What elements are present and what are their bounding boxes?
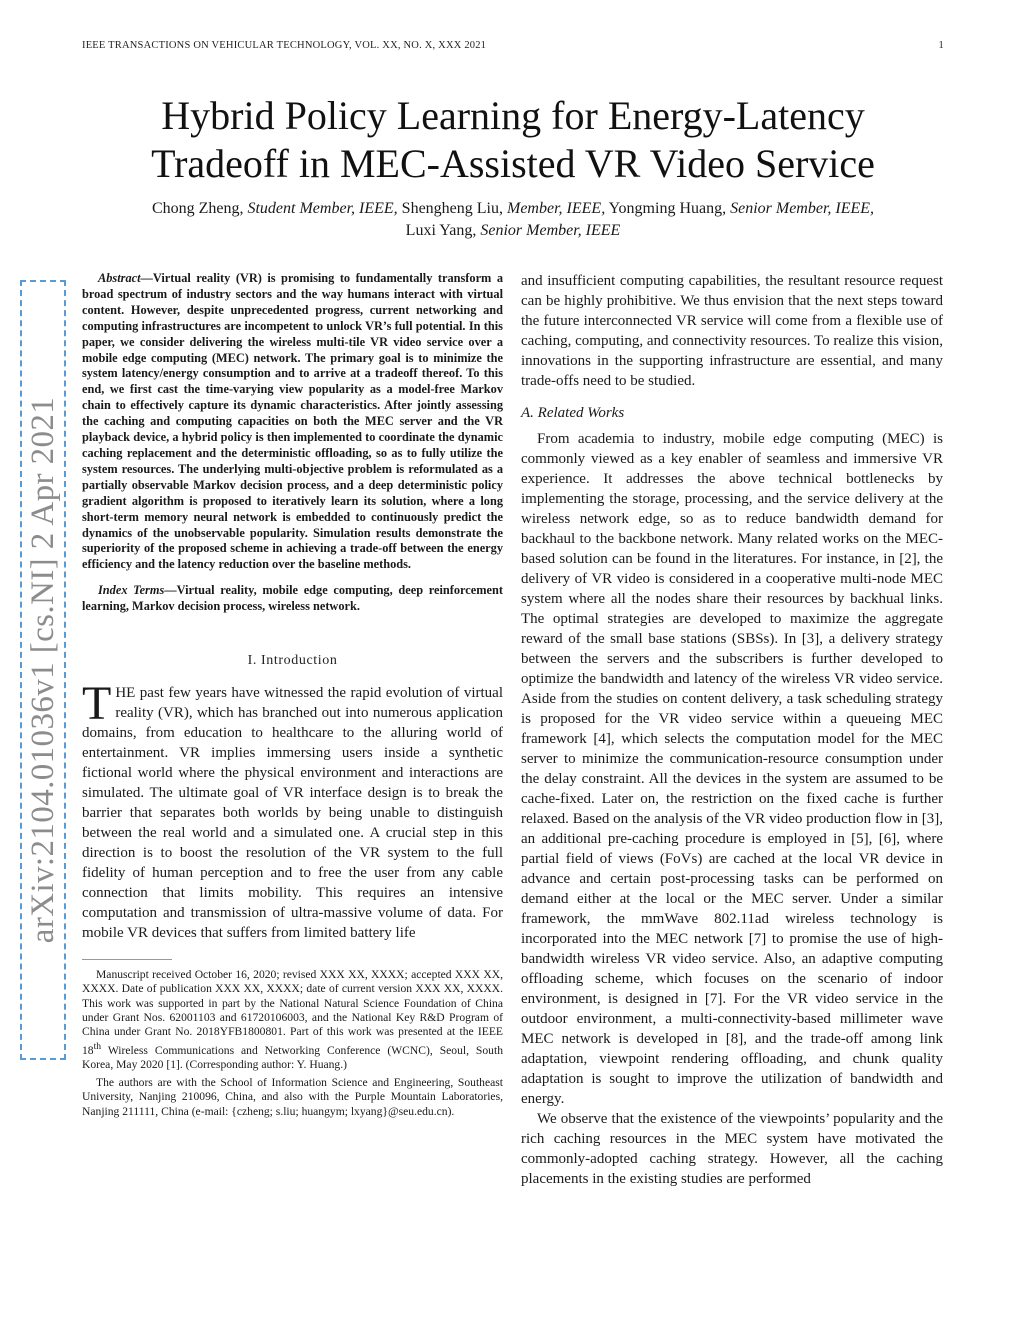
- abstract-text: Virtual reality (VR) is promising to fundamentally transform a broad spectrum of industry sectors and the way humans interact with virtual content. However, despite unprecedented progress, current networking and computing infrastructures are incompetent to unlock VR’s full potential. In this paper, we consider delivering the wireless multi-tile VR video service over a mobile edge computing (MEC) network. The primary goal is to minimize the system latency/energy consumption and to arrive at a tradeoff thereof. To this end, we first cast the time-varying view popularity as a model-free Markov chain to effectively capture its dynamic characteristics. After jointly assessing the caching and computing capacities on both the MEC server and the VR playback device, a hybrid policy is then implemented to coordinate the dynamic caching replacement and the deterministic offloading, so as to fully utilize the system resources. The underlying multi-objective problem is reformulated as a partially observable Markov decision process, and a deep deterministic policy gradient algorithm is proposed to iteratively learn its solution, where a long short-term memory neural network is embedded to continuously predict the dynamics of the unobservable popularity. Simulation results demonstrate the superiority of the proposed scheme in achieving a trade-off between the energy efficiency and the latency reduction over the baseline methods.: [82, 271, 503, 572]
- index-terms-text: Virtual reality, mobile edge computing, deep reinforcement learning, Markov decision process, wireless network.: [82, 583, 503, 614]
- footnote-manuscript: [82, 968, 503, 1072]
- right-column: [521, 271, 943, 1189]
- abstract-label: Abstract: [98, 271, 141, 285]
- author-list: [82, 198, 944, 242]
- footnote-affiliation: The authors are with the School of Information Science and Engineering, Southeast University, Nanjing 210096, China, and also with the Purple Mountain Laboratories, Nanjing 211111, China (e-mail: {czheng; s.liu; huangym; lxyang}@seu.edu.cn).: [82, 1075, 503, 1118]
- footnote-superscript: th: [93, 1040, 102, 1052]
- author-role: Senior Member, IEEE: [480, 222, 621, 239]
- abstract: Abstract—Virtual reality (VR) is promising to fundamentally transform a broad spectrum of industry sectors and the way humans interact with virtual content. However, despite unprecedented progress, current networking and computing infrastructures are incompetent to unlock VR’s full potential. In this paper, we consider delivering the wireless multi-tile VR video service over a mobile edge computing (MEC) network. The primary goal is to minimize the system latency/energy consumption and to arrive at a tradeoff thereof. To this end, we first cast the time-varying view popularity as a model-free Markov chain to effectively capture its dynamic characteristics. After jointly assessing the caching and computing capacities on both the MEC server and the VR playback device, a hybrid policy is then implemented to coordinate the dynamic caching replacement and the deterministic offloading, so as to fully utilize the system resources. The underlying multi-objective problem is reformulated as a partially observable Markov decision process, and a deep deterministic policy gradient algorithm is proposed to iteratively learn its solution, where a long short-term memory neural network is embedded to continuously predict the dynamics of the unobservable popularity. Simulation results demonstrate the superiority of the proposed scheme in achieving a trade-off between the energy efficiency and the latency reduction over the baseline methods.: [82, 271, 503, 572]
- author-role: Member, IEEE,: [507, 200, 606, 217]
- left-column: [82, 271, 503, 1119]
- page-number: 1: [938, 40, 944, 51]
- author-name: Chong Zheng,: [151, 200, 244, 217]
- title-line-1: Hybrid Policy Learning for Energy-Latency: [161, 93, 865, 138]
- title-line-2: Tradeoff in MEC-Assisted VR Video Service: [151, 141, 875, 186]
- index-terms: Index Terms—Virtual reality, mobile edge computing, deep reinforcement learning, Markov decision process, wireless network.: [82, 583, 503, 614]
- index-terms-label: Index Terms: [98, 583, 165, 598]
- related-works-paragraph: From academia to industry, mobile edge computing (MEC) is commonly viewed as a key enabler of seamless and immersive VR experience. It addresses the above technical bottlenecks by implementing the storage, processing, and the service delivery at the wireless network edge, so as to reduce bandwidth demand for backhaul to the backbone network. Many related works on the MEC-based solution can be found in the literatures. For instance, in [2], the delivery of VR video is considered in a cooperative multi-node MEC system where all the nodes share their resources by backhual links. The optimal strategies are developed to maximize the aggregate reward of the small base stations (SBSs). In [3], a delivery strategy between the servers and the subscribers is further developed to optimize the bandwidth and latency of the wireless VR video service. Aside from the studies on content delivery, a task scheduling strategy is proposed for the VR video service within a queueing MEC framework [4], which selects the computation model for the MEC server to minimize the communication-resource consumption under the delay constraint. All the devices in the system are assumed to be cache-fixed. Later on, the restriction on the fixed cache is further relaxed. Based on the analysis of the VR video production flow in [3], an additional pre-caching procedure is employed in [5], [6], where partial field of views (FoVs) are cached at the local VR device in advance and certain post-processing tasks can be performed on demand either at the local or the MEC server. Under a similar framework, the mmWave 802.11ad wireless technology is incorporated into the MEC network [7] to promise the use of high-bandwidth wireless VR video service. Also, an adaptive computing offloading scheme, which focuses on the scenario of indoor environment, is designed in [7]. For the VR video service in the outdoor environment, a multi-connectivity-based millimeter wave MEC network is developed in [8], and the trade-off among link adaptation, viewpoint rendering offloading, and chunk quality adaptation is sought to improve the utilization of bandwidth and energy.: [521, 431, 943, 1107]
- footnote-manuscript-text-cont: Wireless Communications and Networking Conference (WCNC), Seoul, South Korea, May 2020 [1]. (Corresponding author: Y. Huang.): [82, 1043, 503, 1071]
- intro-lead: HE: [115, 685, 136, 702]
- author-role: Senior Member, IEEE,: [730, 200, 875, 217]
- author-name: Luxi Yang,: [405, 222, 477, 239]
- subsection-heading-related-works: A. Related Works: [521, 405, 625, 421]
- observation-paragraph: We observe that the existence of the viewpoints’ popularity and the rich caching resources in the MEC system have motivated the commonly-adopted caching strategy. However, all the caching placements in the existing studies are performed: [521, 1111, 943, 1187]
- arxiv-stamp[interactable]: arXiv:2104.01036v1 [cs.NI] 2 Apr 2021: [20, 280, 66, 1060]
- footnote-divider: [82, 959, 172, 960]
- dropcap: T: [82, 677, 112, 731]
- continuation-paragraph: and insufficient computing capabilities, the resultant resource request can be highly prohibitive. We thus envision that the next steps toward the future interconnected VR service will come from a flexible use of caching, computing, and connectivity resources. To realize this vision, innovations in the supporting infrastructure are essential, and many trade-offs need to be studied.: [521, 273, 943, 389]
- author-name: Shengheng Liu,: [401, 200, 503, 217]
- intro-text: past few years have witnessed the rapid evolution of virtual reality (VR), which has branched out into numerous application domains, from education to healthcare to the alluring world of entertainment. VR implies immersing users inside a synthetic fictional world where the physical environment and interactions are simulated. The ultimate goal of VR interface design is to break the barrier that separates both worlds by being unable to distinguish between the real world and a simulated one. A crucial step in this direction is to boost the resolution of the VR system to the full fidelity of human perception and to free the user from any cable connection that limits mobility. This requires an intensive computation and transmission of ultra-massive volume of data. For mobile VR devices that suffers from limited battery life: [82, 685, 504, 942]
- author-name: Yongming Huang,: [608, 200, 727, 217]
- paper-title: [82, 92, 944, 188]
- journal-header: IEEE TRANSACTIONS ON VEHICULAR TECHNOLOGY, VOL. XX, NO. X, XXX 2021: [82, 40, 487, 51]
- section-heading-introduction: I. Introduction: [247, 653, 338, 669]
- intro-paragraph: [82, 677, 504, 943]
- footnote-manuscript-text: Manuscript received October 16, 2020; revised XXX XX, XXXX; accepted XXX XX, XXXX. Date of publication XXX XX, XXXX; date of current version XXX XX, XXXX. This work was supported in part by the National Natural Science Foundation of China under Grant Nos. 62001103 and 61720106003, and the National Key R&D Program of China under Grant No. 2018YFB1800801. Part of this work was presented at the IEEE 18: [82, 968, 503, 1057]
- author-role: Student Member, IEEE,: [247, 200, 398, 217]
